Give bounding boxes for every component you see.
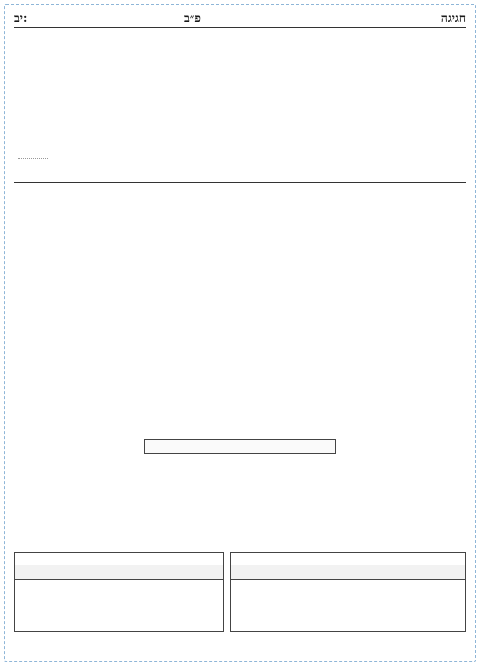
bottom-text [14,638,466,656]
box-left-body [21,585,217,627]
perush-left-column [14,188,236,434]
box-right [230,552,466,632]
tractate-label: חגיגה [440,11,466,25]
box-left [14,552,224,632]
document-page [14,10,466,656]
page-header [14,10,466,28]
deep-right-column [242,476,466,542]
page-number: יב: [14,11,28,25]
deep-left-column [14,476,236,542]
box-right-body [237,585,459,627]
chapter-label: פ״ב [184,11,201,25]
seder-subtitle [14,457,466,469]
box-right-title [231,565,465,580]
section-divider [18,158,48,164]
box-left-title [15,565,223,580]
perush-right-column [242,188,466,434]
seder-header [144,439,336,454]
perush-header [14,167,466,183]
main-text [14,38,466,154]
